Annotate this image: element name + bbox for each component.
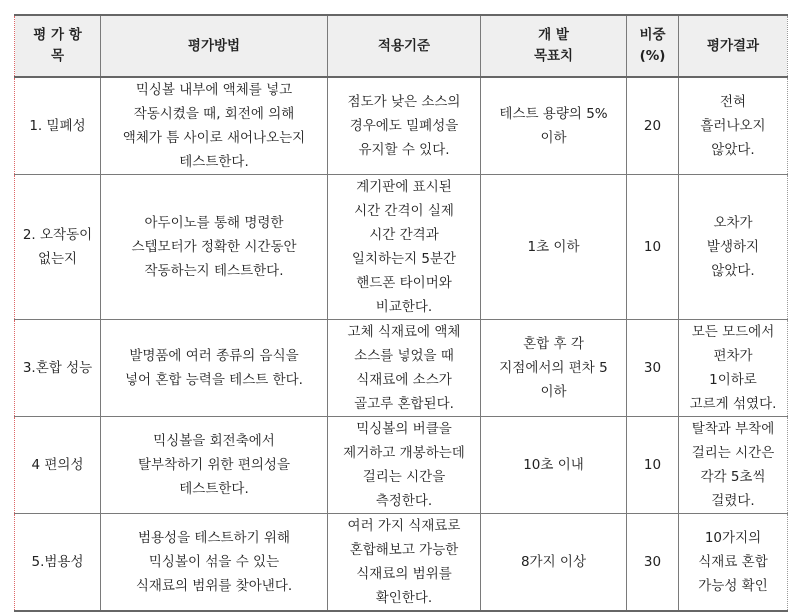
cell-target: 1초 이하 <box>481 175 627 320</box>
cell-weight: 10 <box>627 175 679 320</box>
cell-criteria: 점도가 낮은 소스의 경우에도 밀폐성을 유지할 수 있다. <box>328 77 481 175</box>
cell-criteria: 믹싱볼의 버클을 제거하고 개봉하는데 걸리는 시간을 측정한다. <box>328 417 481 514</box>
header-item: 평 가 항 목 <box>15 15 101 77</box>
cell-target: 테스트 용량의 5% 이하 <box>481 77 627 175</box>
header-weight: 비중 (%) <box>627 15 679 77</box>
cell-method: 발명품에 여러 종류의 음식을 넣어 혼합 능력을 테스트 한다. <box>101 320 328 417</box>
header-method: 평가방법 <box>101 15 328 77</box>
cell-target: 8가지 이상 <box>481 514 627 612</box>
cell-method: 믹싱볼을 회전축에서 탈부착하기 위한 편의성을 테스트한다. <box>101 417 328 514</box>
cell-criteria: 고체 식재료에 액체 소스를 넣었을 때 식재료에 소스가 골고루 혼합된다. <box>328 320 481 417</box>
cell-method: 아두이노를 통해 명령한 스텝모터가 정확한 시간동안 작동하는지 테스트한다. <box>101 175 328 320</box>
cell-item: 5.범용성 <box>15 514 101 612</box>
header-target: 개 발 목표치 <box>481 15 627 77</box>
cell-method: 믹싱볼 내부에 액체를 넣고 작동시켰을 때, 회전에 의해 액체가 틈 사이로 새어나오는지 테스트한다. <box>101 77 328 175</box>
cell-item: 4 편의성 <box>15 417 101 514</box>
header-criteria: 적용기준 <box>328 15 481 77</box>
cell-method: 범용성을 테스트하기 위해 믹싱볼이 섞을 수 있는 식재료의 범위를 찾아낸다. <box>101 514 328 612</box>
cell-criteria: 여러 가지 식재료로 혼합해보고 가능한 식재료의 범위를 확인한다. <box>328 514 481 612</box>
table-row <box>15 175 788 320</box>
evaluation-table <box>14 14 788 612</box>
cell-result: 모든 모드에서 편차가 1이하로 고르게 섞였다. <box>679 320 788 417</box>
header-result: 평가결과 <box>679 15 788 77</box>
cell-result: 오차가 발생하지 않았다. <box>679 175 788 320</box>
header-row <box>15 15 788 77</box>
table-row <box>15 77 788 175</box>
cell-weight: 30 <box>627 320 679 417</box>
cell-criteria: 계기판에 표시된 시간 간격이 실제 시간 간격과 일치하는지 5분간 핸드폰 타이머와 비교한다. <box>328 175 481 320</box>
cell-result: 전혀 흘러나오지 않았다. <box>679 77 788 175</box>
cell-result: 탈착과 부착에 걸리는 시간은 각각 5초씩 걸렸다. <box>679 417 788 514</box>
cell-target: 혼합 후 각 지점에서의 편차 5 이하 <box>481 320 627 417</box>
cell-target: 10초 이내 <box>481 417 627 514</box>
cell-item: 2. 오작동이 없는지 <box>15 175 101 320</box>
table-row <box>15 417 788 514</box>
cell-item: 1. 밀폐성 <box>15 77 101 175</box>
cell-item: 3.혼합 성능 <box>15 320 101 417</box>
table-row <box>15 514 788 612</box>
cell-result: 10가지의 식재료 혼합 가능성 확인 <box>679 514 788 612</box>
cell-weight: 20 <box>627 77 679 175</box>
cell-weight: 10 <box>627 417 679 514</box>
cell-weight: 30 <box>627 514 679 612</box>
table-row <box>15 320 788 417</box>
